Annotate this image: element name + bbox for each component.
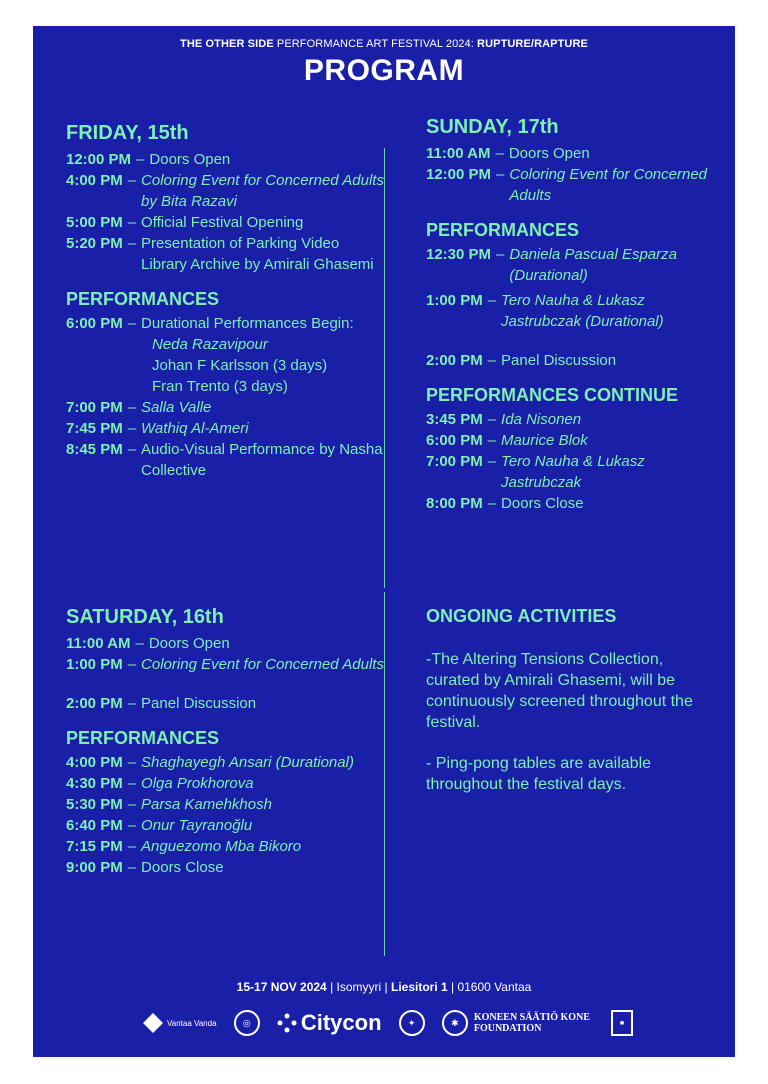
event-text: Olga Prokhorova xyxy=(141,775,254,792)
list-item: 1:00 PM – Coloring Event for Concerned Adults xyxy=(66,654,386,675)
list-item: 7:15 PM – Anguezomo Mba Bikoro xyxy=(66,836,386,857)
event-text: Maurice Blok xyxy=(501,432,588,449)
event-text: Shaghayegh Ansari (Durational) xyxy=(141,754,354,771)
event-text: Salla Valle xyxy=(141,399,212,416)
event-text: Presentation of Parking Video Library Archive by Amirali Ghasemi xyxy=(141,235,374,273)
festival-name: THE OTHER SIDE xyxy=(180,38,274,50)
list-item: 7:00 PM – Tero Nauha & Lukasz Jastrubczak xyxy=(426,451,726,493)
time: 7:45 PM xyxy=(66,420,123,437)
list-item xyxy=(66,355,386,376)
page-title: PROGRAM xyxy=(303,54,465,87)
event-text: Panel Discussion xyxy=(501,352,617,369)
friday-column xyxy=(66,122,386,481)
event-text: Durational Performances Begin: xyxy=(141,315,354,332)
citycon-logo xyxy=(277,1010,382,1036)
list-item: 6:40 PM – Onur Tayranoğlu xyxy=(66,815,386,836)
time: 8:45 PM xyxy=(66,441,123,458)
list-item: 7:00 PM – Salla Valle xyxy=(66,397,386,418)
festival-subtitle: PERFORMANCE ART FESTIVAL 2024: xyxy=(273,38,478,50)
vantaa-logo xyxy=(143,1013,217,1033)
time: 7:15 PM xyxy=(66,838,123,855)
time: 2:00 PM xyxy=(66,695,123,712)
vantaa-label: Vantaa Vanda xyxy=(167,1018,217,1028)
time: 6:00 PM xyxy=(426,432,483,449)
time: 6:40 PM xyxy=(66,817,123,834)
list-item: 6:00 PM – Maurice Blok xyxy=(426,430,726,451)
list-item: 4:00 PM – Coloring Event for Concerned Adults by Bita Razavi xyxy=(66,170,386,212)
event-text: Tero Nauha & Lukasz Jastrubczak (Durational) xyxy=(501,292,664,330)
citycon-label: Citycon xyxy=(300,1010,382,1035)
sunday-title: SUNDAY, 17th xyxy=(426,116,559,138)
time: 3:45 PM xyxy=(426,411,483,428)
list-item: 5:00 PM – Official Festival Opening xyxy=(66,212,386,233)
ongoing-item-pingpong: - Ping-pong tables are available throughout the festival days. xyxy=(426,755,652,793)
list-item: 5:30 PM – Parsa Kamehkhosh xyxy=(66,794,386,815)
time xyxy=(66,376,142,397)
time: 4:00 PM xyxy=(66,172,123,189)
time: 7:00 PM xyxy=(66,399,123,416)
poster xyxy=(33,26,735,1057)
list-item: 6:00 PM – Durational Performances Begin: xyxy=(66,313,386,334)
event-text: Doors Close xyxy=(141,859,224,876)
event-text: Wathiq Al-Ameri xyxy=(141,420,249,437)
event-text: Official Festival Opening xyxy=(141,214,304,231)
vantaa-icon xyxy=(143,1013,163,1033)
list-item xyxy=(66,376,386,397)
time xyxy=(66,355,142,376)
time: 2:00 PM xyxy=(426,352,483,369)
list-item: 8:45 PM – Audio-Visual Performance by Nasha Collective xyxy=(66,439,386,481)
friday-performances-title: PERFORMANCES xyxy=(66,289,220,309)
event-text: Parsa Kamehkhosh xyxy=(141,796,272,813)
list-item: 4:00 PM – Shaghayegh Ansari (Durational) xyxy=(66,752,386,773)
event-text: Fran Trento (3 days) xyxy=(152,378,288,395)
time: 9:00 PM xyxy=(66,859,123,876)
event-text: Doors Open xyxy=(508,145,590,162)
time: 5:30 PM xyxy=(66,796,123,813)
time: 8:00 PM xyxy=(426,495,483,512)
footer-place: | Isomyyri | xyxy=(326,980,391,994)
list-item: 12:00 PM – Doors Open xyxy=(66,149,386,170)
festival-line xyxy=(33,38,735,50)
square-logo-icon: ■ xyxy=(611,1010,633,1036)
festival-theme: RUPTURE/RAPTURE xyxy=(477,38,588,50)
event-text: Doors Open xyxy=(148,635,230,652)
footer-address xyxy=(33,980,735,994)
citycon-icon xyxy=(277,1013,297,1033)
saturday-performances-title: PERFORMANCES xyxy=(66,728,220,748)
list-item: 2:00 PM – Panel Discussion xyxy=(426,350,726,371)
list-item: 8:00 PM – Doors Close xyxy=(426,493,726,514)
event-text: Doors Open xyxy=(149,151,231,168)
header xyxy=(33,38,735,88)
footer-city: | 01600 Vantaa xyxy=(447,980,532,994)
circle-logo-icon: ◎ xyxy=(234,1010,260,1036)
saturday-column xyxy=(66,606,386,878)
kone-icon: ✱ xyxy=(442,1010,468,1036)
ongoing-title: ONGOING ACTIVITIES xyxy=(426,606,617,626)
friday-title: FRIDAY, 15th xyxy=(66,122,189,144)
list-item: 1:00 PM – Tero Nauha & Lukasz Jastrubczak (Durational) xyxy=(426,290,726,332)
kone-label: KONEEN SÄÄTIÖ KONE FOUNDATION xyxy=(473,1012,590,1034)
event-text: Coloring Event for Concerned Adults xyxy=(509,166,707,204)
time: 1:00 PM xyxy=(426,292,483,309)
time: 4:00 PM xyxy=(66,754,123,771)
time: 6:00 PM xyxy=(66,315,123,332)
event-text: Johan F Karlsson (3 days) xyxy=(152,357,328,374)
list-item: 11:00 AM – Doors Open xyxy=(66,633,386,654)
sunday-performances-title: PERFORMANCES xyxy=(426,220,580,240)
event-text: Daniela Pascual Esparza (Durational) xyxy=(509,246,677,284)
time: 7:00 PM xyxy=(426,453,483,470)
time: 12:00 PM xyxy=(66,151,132,168)
list-item: 7:45 PM – Wathiq Al-Ameri xyxy=(66,418,386,439)
list-item: 12:30 PM – Daniela Pascual Esparza (Durational) xyxy=(426,244,726,286)
time: 1:00 PM xyxy=(66,656,123,673)
event-text: Audio-Visual Performance by Nasha Collective xyxy=(141,441,383,479)
time: 11:00 AM xyxy=(66,635,131,652)
list-item: 2:00 PM – Panel Discussion xyxy=(66,693,386,714)
list-item: 9:00 PM – Doors Close xyxy=(66,857,386,878)
footer-street: Liesitori 1 xyxy=(390,980,448,994)
event-text: Doors Close xyxy=(501,495,584,512)
time: 5:00 PM xyxy=(66,214,123,231)
list-item: 12:00 PM – Coloring Event for Concerned Adults xyxy=(426,164,726,206)
time: 5:20 PM xyxy=(66,235,123,252)
saturday-title: SATURDAY, 16th xyxy=(66,606,224,628)
event-text: Panel Discussion xyxy=(141,695,257,712)
ongoing-activities xyxy=(426,606,716,795)
sponsor-logos xyxy=(143,1006,633,1040)
list-item xyxy=(66,334,386,355)
event-text: Coloring Event for Concerned Adults by Bita Razavi xyxy=(141,172,384,210)
kone-logo xyxy=(442,1010,594,1036)
event-text: Coloring Event for Concerned Adults xyxy=(141,656,384,673)
time: 11:00 AM xyxy=(426,145,491,162)
footer-dates: 15-17 NOV 2024 xyxy=(236,980,327,994)
list-item: 5:20 PM – Presentation of Parking Video Library Archive by Amirali Ghasemi xyxy=(66,233,386,275)
badge-logo-icon: ✦ xyxy=(399,1010,425,1036)
event-text: Onur Tayranoğlu xyxy=(141,817,253,834)
time: 12:00 PM xyxy=(426,166,492,183)
ongoing-item-collection: -The Altering Tensions Collection, curated by Amirali Ghasemi, will be continuously screened throughout the festival. xyxy=(426,651,693,731)
list-item: 4:30 PM – Olga Prokhorova xyxy=(66,773,386,794)
event-text: Ida Nisonen xyxy=(501,411,582,428)
event-text: Neda Razavipour xyxy=(152,336,268,353)
event-text: Anguezomo Mba Bikoro xyxy=(141,838,302,855)
time: 4:30 PM xyxy=(66,775,123,792)
list-item: 11:00 AM – Doors Open xyxy=(426,143,726,164)
sunday-column xyxy=(426,116,726,514)
event-text: Tero Nauha & Lukasz Jastrubczak xyxy=(501,453,645,491)
list-item: 3:45 PM – Ida Nisonen xyxy=(426,409,726,430)
sunday-continue-title: PERFORMANCES CONTINUE xyxy=(426,385,679,405)
time: 12:30 PM xyxy=(426,246,492,263)
time xyxy=(66,334,142,355)
